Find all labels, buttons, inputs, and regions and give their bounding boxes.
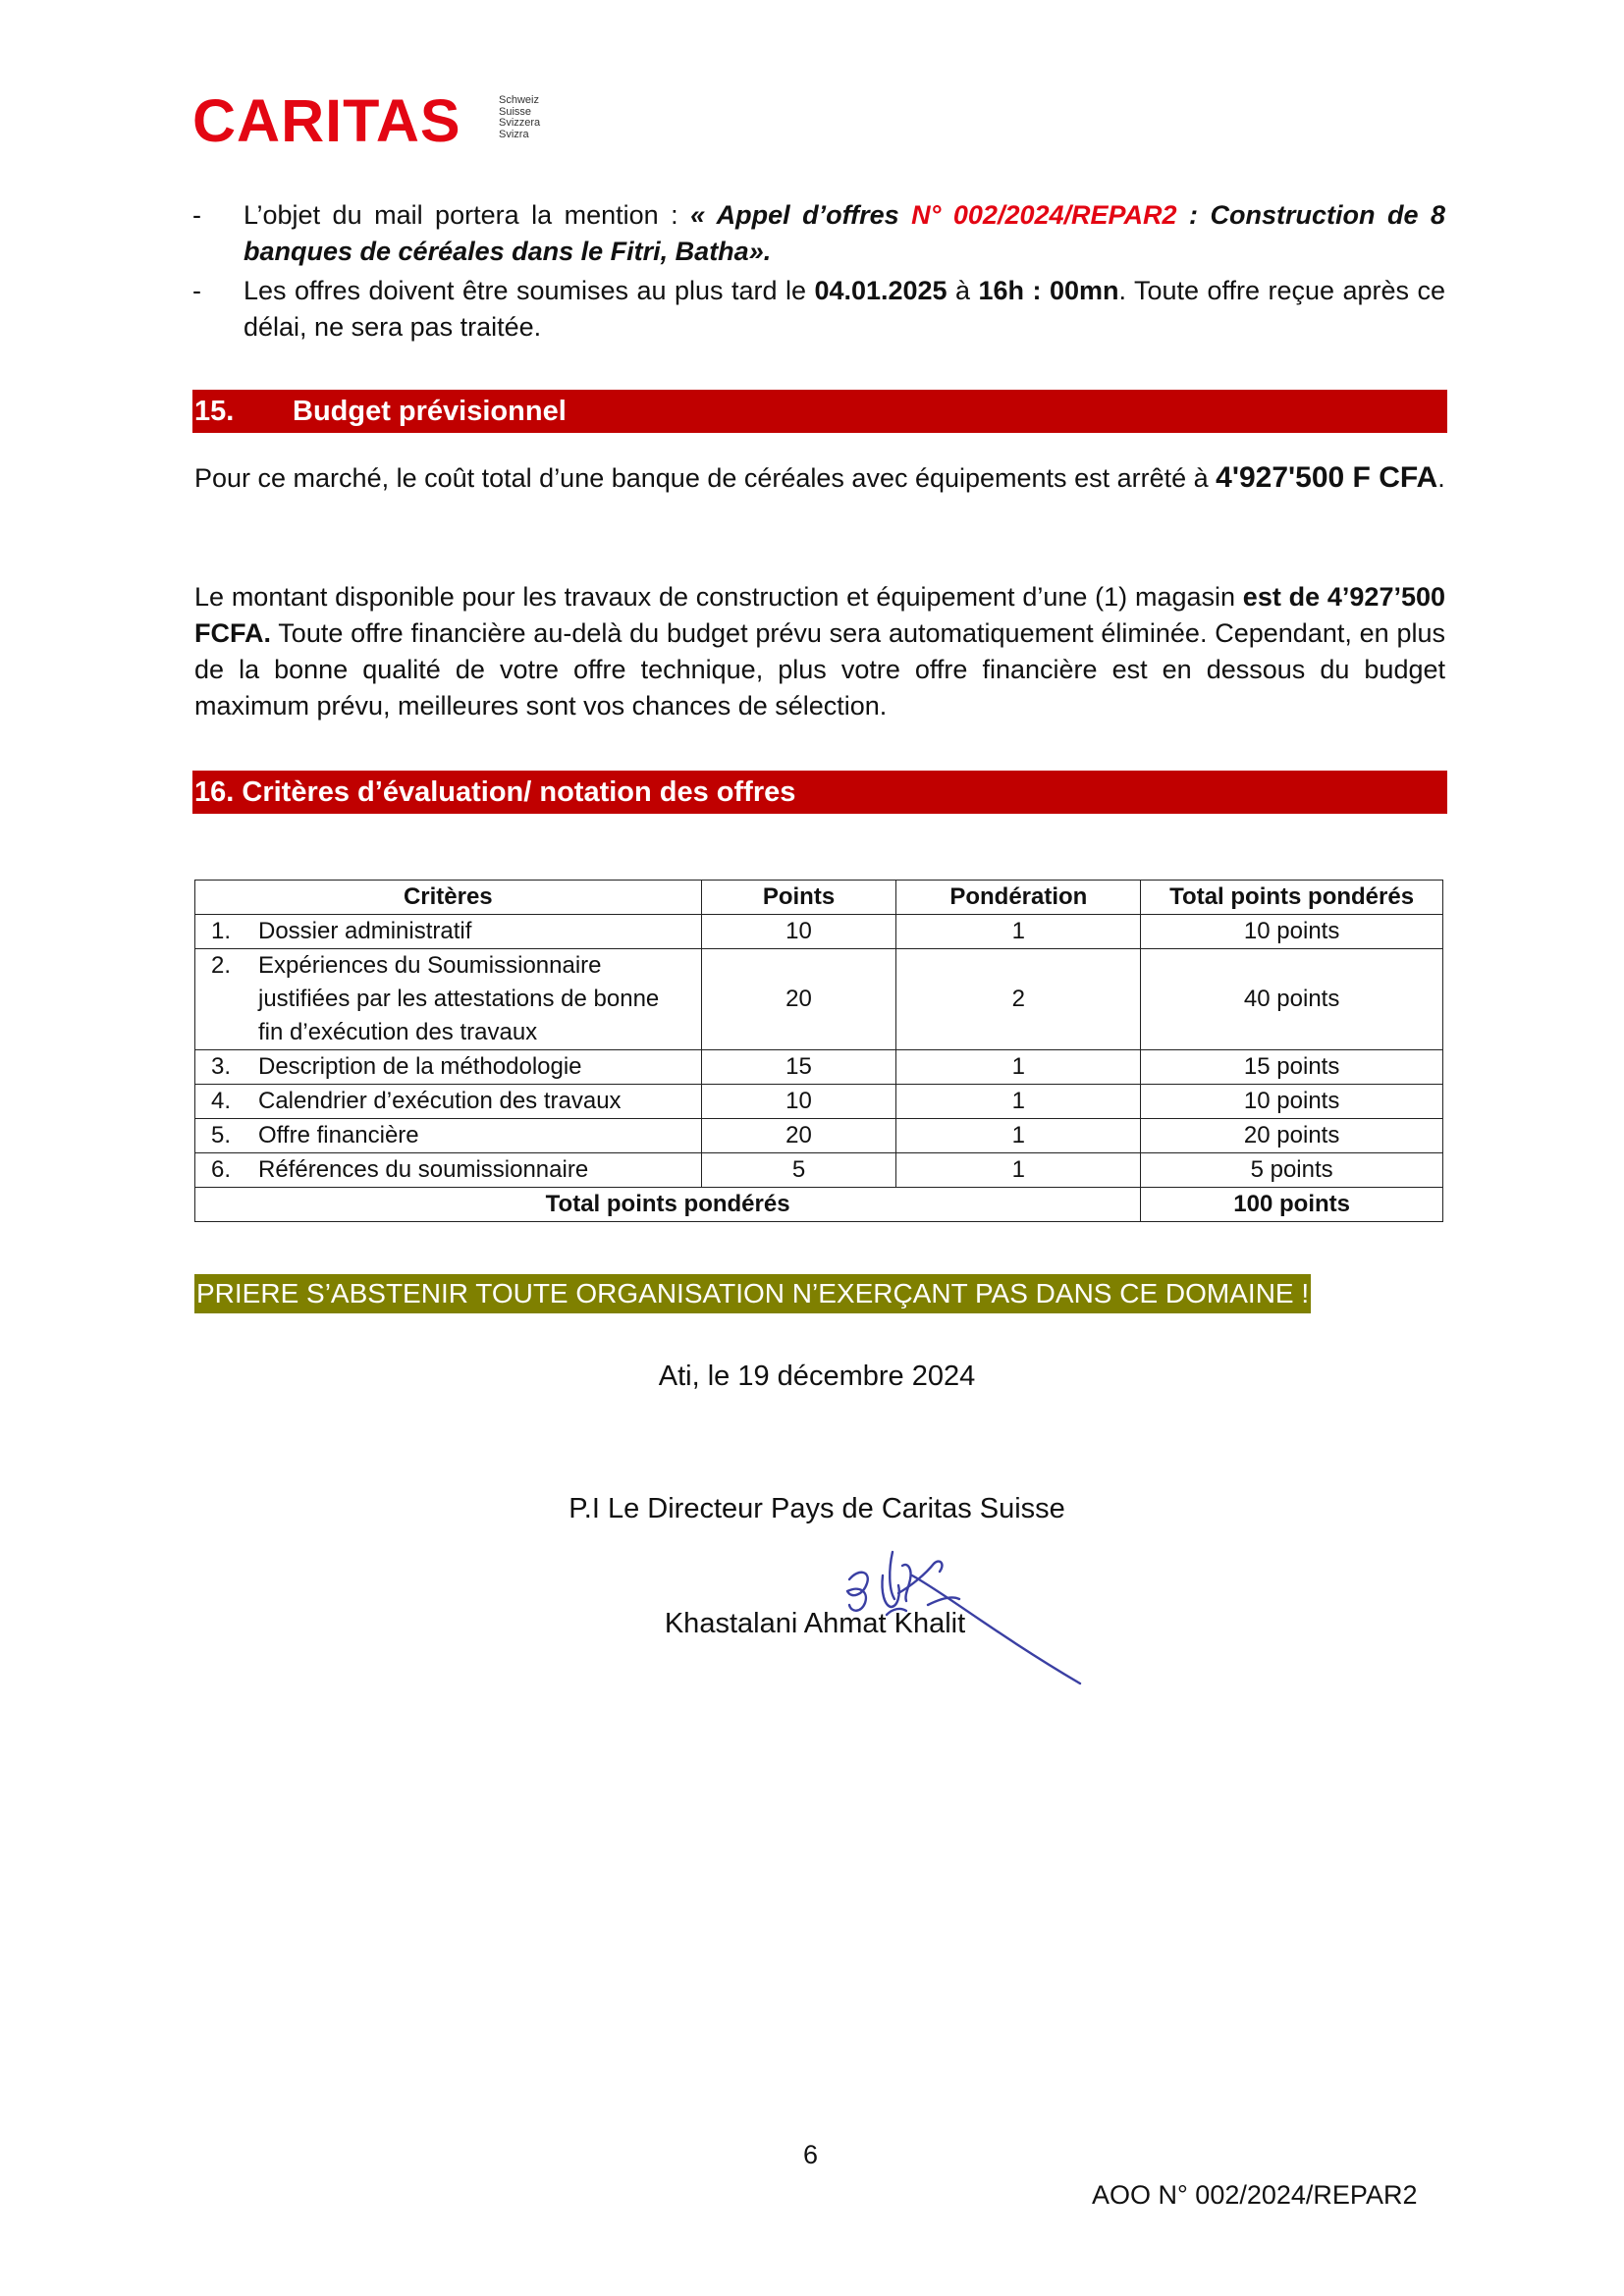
p1-end: .: [1437, 463, 1445, 493]
table-row: [195, 1119, 1443, 1153]
logo-wordmark: CARITAS: [192, 87, 461, 154]
bullet-rest: . Toute offre reçue après ce délai, ne sera pas traitée.: [244, 276, 1445, 342]
budget-amount: 4'927'500 F CFA: [1216, 461, 1438, 494]
total-cell: 5 points: [1141, 1153, 1443, 1188]
weight-cell: 1: [896, 1085, 1141, 1119]
header-weight: Pondération: [896, 881, 1141, 915]
criterion-label: Références du soumissionnaire: [258, 1156, 589, 1183]
total-cell: 40 points: [1141, 949, 1443, 1050]
criterion-number: 5.: [211, 1122, 232, 1148]
available-amount: est de 4’927’500 FCFA.: [194, 582, 1446, 648]
criterion-label: Offre financière: [258, 1122, 419, 1148]
table-row: [195, 1153, 1443, 1188]
section-16-header: [192, 771, 1447, 814]
weight-cell: 1: [896, 1050, 1141, 1085]
place-date: Ati, le 19 décembre 2024: [658, 1361, 976, 1392]
points-cell: 20: [701, 1119, 896, 1153]
section-number: 15.: [194, 396, 235, 427]
total-cell: 15 points: [1141, 1050, 1443, 1085]
header-criteria: Critères: [195, 881, 702, 915]
criterion-cell: [195, 1085, 702, 1119]
criterion-cell: [195, 1050, 702, 1085]
bullet-dash: -: [192, 276, 201, 305]
deadline-time: 16h : 00mn: [978, 276, 1119, 305]
criterion-number: 6.: [211, 1156, 232, 1183]
logo-language: Svizra: [499, 128, 529, 140]
table-row: [195, 949, 1443, 1050]
total-cell: 10 points: [1141, 915, 1443, 949]
criterion-label: Dossier administratif: [258, 918, 472, 944]
points-cell: 10: [701, 915, 896, 949]
page-number: 6: [803, 2140, 819, 2169]
criterion-number: 4.: [211, 1088, 232, 1114]
header-points: Points: [701, 881, 896, 915]
weight-cell: 1: [896, 1153, 1141, 1188]
quote-open: « Appel d’offres: [690, 200, 912, 230]
logo-languages: [499, 95, 540, 140]
bullet-dash: -: [192, 200, 201, 230]
logo-language: Suisse: [499, 105, 532, 118]
total-cell: 20 points: [1141, 1119, 1443, 1153]
bullet-lead: Les offres doivent être soumises au plus tard le: [244, 276, 815, 305]
table-total-row: [195, 1188, 1443, 1222]
total-label: Total points pondérés: [195, 1188, 1141, 1222]
logo-language: Schweiz: [499, 94, 539, 106]
criterion-cell: [195, 1153, 702, 1188]
points-cell: 15: [701, 1050, 896, 1085]
signatory-name: Khastalani Ahmat Khalit: [664, 1608, 966, 1639]
criterion-cell: [195, 949, 702, 1050]
budget-paragraph-1: [194, 459, 1445, 497]
section-15-header: [192, 390, 1447, 433]
table-header-row: [195, 881, 1443, 915]
criterion-number: 1.: [211, 918, 232, 944]
criterion-label: Calendrier d’exécution des travaux: [258, 1088, 622, 1114]
bullet-text: [244, 273, 1445, 346]
table-row: [195, 1050, 1443, 1085]
tender-reference: N° 002/2024/REPAR2: [911, 200, 1177, 230]
weight-cell: 2: [896, 949, 1141, 1050]
points-cell: 20: [701, 949, 896, 1050]
header-weighted-total: Total points pondérés: [1141, 881, 1443, 915]
section-title: 16. Critères d’évaluation/ notation des offres: [194, 776, 796, 808]
signatory-role: P.I Le Directeur Pays de Caritas Suisse: [568, 1493, 1065, 1524]
quote-rest: : Construction de 8 banques de céréales dans le Fitri, Batha».: [244, 200, 1445, 266]
criterion-number: 3.: [211, 1053, 232, 1080]
total-cell: 10 points: [1141, 1085, 1443, 1119]
deadline-date: 04.01.2025: [814, 276, 947, 305]
p2-rest: Toute offre financière au-delà du budget prévu sera automatiquement éliminée. Cependant, en plus de la bonne qualité de votre offre technique, plus votre offre financière est en dessous du budget maximum prévu, meilleures sont vos chances de sélection.: [194, 618, 1445, 721]
weight-cell: 1: [896, 915, 1141, 949]
bullet-deadline: [192, 273, 1445, 346]
p2-text: Le montant disponible pour les travaux de construction et équipement d’une (1) magasin: [194, 582, 1243, 612]
p1-text: Pour ce marché, le coût total d’une banque de céréales avec équipements est arrêté à: [194, 463, 1217, 493]
criterion-label: Description de la méthodologie: [258, 1053, 582, 1080]
logo-language: Svizzera: [499, 117, 541, 129]
table-row: [195, 1085, 1443, 1119]
warning-banner: PRIERE S’ABSTENIR TOUTE ORGANISATION N’EXERÇANT PAS DANS CE DOMAINE !: [194, 1274, 1311, 1313]
section-title: Budget prévisionnel: [293, 396, 567, 427]
weight-cell: 1: [896, 1119, 1141, 1153]
document-reference: AOO N° 002/2024/REPAR2: [1092, 2180, 1418, 2210]
points-cell: 5: [701, 1153, 896, 1188]
points-cell: 10: [701, 1085, 896, 1119]
evaluation-criteria-table: [194, 880, 1443, 1222]
criterion-label: Expériences du Soumissionnaire justifiées par les attestations de bonne fin d’exécution des travaux: [258, 952, 660, 1045]
total-value: 100 points: [1141, 1188, 1443, 1222]
bullet-text: [244, 197, 1445, 270]
bullet-mid: à: [947, 276, 979, 305]
budget-paragraph-2: [194, 579, 1445, 724]
criterion-number: 2.: [211, 952, 232, 979]
bullet-email-subject: [192, 197, 1445, 270]
bullet-lead: L’objet du mail portera la mention :: [244, 200, 691, 230]
criterion-cell: [195, 915, 702, 949]
table-row: [195, 915, 1443, 949]
criterion-cell: [195, 1119, 702, 1153]
